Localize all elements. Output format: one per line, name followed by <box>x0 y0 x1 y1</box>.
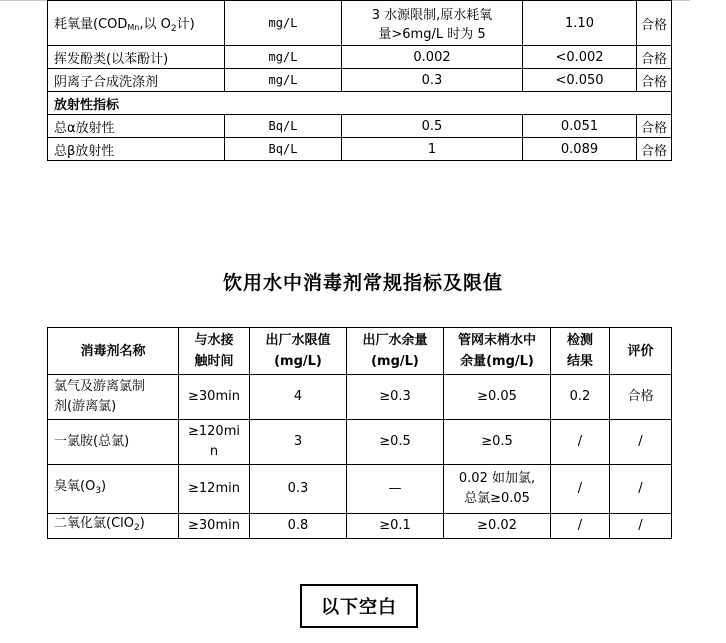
factory-limit: 3 <box>250 420 347 465</box>
table-row <box>48 514 672 539</box>
result-cell: 0.089 <box>523 138 637 161</box>
indicator-name: 挥发酚类(以苯酚计) <box>48 46 225 69</box>
result-cell: 0.051 <box>523 115 637 138</box>
contact-time: ≥30min <box>179 375 250 420</box>
header-row <box>48 328 672 375</box>
indicator-name: 耗氧量($COD_{Mn}$,以 $O_2$计) <box>48 1 225 46</box>
factory-limit: 0.3 <box>250 465 347 514</box>
factory-residual: ≥0.5 <box>347 420 444 465</box>
disinfectant-name: 臭氧$(O_3)$ <box>48 465 179 514</box>
network-residual: ≥0.05 <box>444 375 551 420</box>
unit-cell: Bq/L <box>225 115 342 138</box>
indicator-name: 总β放射性 <box>48 138 225 161</box>
disinfectant-name: 氯气及游离氯制 剂(游离氯) <box>48 375 179 420</box>
table-row <box>48 420 672 465</box>
contact-time: ≥12min <box>179 465 250 514</box>
factory-residual: — <box>347 465 444 514</box>
table-row <box>48 69 672 92</box>
evaluation-cell: 合格 <box>637 138 672 161</box>
header-factory-limit: 出厂水限值 (mg/L) <box>250 328 347 375</box>
table-row <box>48 115 672 138</box>
result-cell: <0.002 <box>523 46 637 69</box>
unit-cell: mg/L <box>225 1 342 46</box>
factory-residual: ≥0.1 <box>347 514 444 539</box>
header-name: 消毒剂名称 <box>48 328 179 375</box>
header-factory-residual: 出厂水余量 (mg/L) <box>347 328 444 375</box>
limit-cell: 0.5 <box>342 115 523 138</box>
table-row <box>48 465 672 514</box>
unit-cell: Bq/L <box>225 138 342 161</box>
test-result: / <box>551 465 610 514</box>
table-row <box>48 375 672 420</box>
evaluation-cell: 合格 <box>637 46 672 69</box>
test-result: 0.2 <box>551 375 610 420</box>
limit-cell: 0.3 <box>342 69 523 92</box>
test-result: / <box>551 514 610 539</box>
header-contact-time: 与水接 触时间 <box>179 328 250 375</box>
result-cell: <0.050 <box>523 69 637 92</box>
factory-residual: ≥0.3 <box>347 375 444 420</box>
evaluation-cell: 合格 <box>637 115 672 138</box>
section-row <box>48 92 672 115</box>
header-evaluation: 评价 <box>610 328 672 375</box>
header-result: 检测 结果 <box>551 328 610 375</box>
test-result: / <box>551 420 610 465</box>
disinfectant-table-title: 饮用水中消毒剂常规指标及限值 <box>222 272 503 294</box>
water-quality-table <box>47 0 672 161</box>
evaluation: 合格 <box>610 375 672 420</box>
disinfectant-name: 一氯胺(总氯) <box>48 420 179 465</box>
network-residual: ≥0.02 <box>444 514 551 539</box>
unit-cell: mg/L <box>225 69 342 92</box>
contact-time: ≥120mi n <box>179 420 250 465</box>
disinfectant-name: 二氧化氯(ClO$_2$) <box>48 514 179 539</box>
contact-time: ≥30min <box>179 514 250 539</box>
evaluation: / <box>610 420 672 465</box>
evaluation-cell: 合格 <box>637 1 672 46</box>
factory-limit: 4 <box>250 375 347 420</box>
disinfectant-table <box>47 327 672 539</box>
indicator-name: 总α放射性 <box>48 115 225 138</box>
section-heading: 放射性指标 <box>48 92 672 115</box>
unit-cell: mg/L <box>225 46 342 69</box>
indicator-name: 阴离子合成洗涤剂 <box>48 69 225 92</box>
limit-cell: 3 水源限制,原水耗氧 量>6mg/L 时为 5 <box>342 1 523 46</box>
table-row <box>48 138 672 161</box>
limit-cell: 1 <box>342 138 523 161</box>
limit-cell: 0.002 <box>342 46 523 69</box>
table-row <box>48 1 672 46</box>
evaluation-cell: 合格 <box>637 69 672 92</box>
evaluation: / <box>610 465 672 514</box>
header-network-residual: 管网末梢水中 余量(mg/L) <box>444 328 551 375</box>
table-row <box>48 46 672 69</box>
factory-limit: 0.8 <box>250 514 347 539</box>
network-residual: 0.02 如加氯, 总氯≥0.05 <box>444 465 551 514</box>
blank-below-stamp: 以下空白 <box>300 584 418 628</box>
result-cell: 1.10 <box>523 1 637 46</box>
network-residual: ≥0.5 <box>444 420 551 465</box>
evaluation: / <box>610 514 672 539</box>
